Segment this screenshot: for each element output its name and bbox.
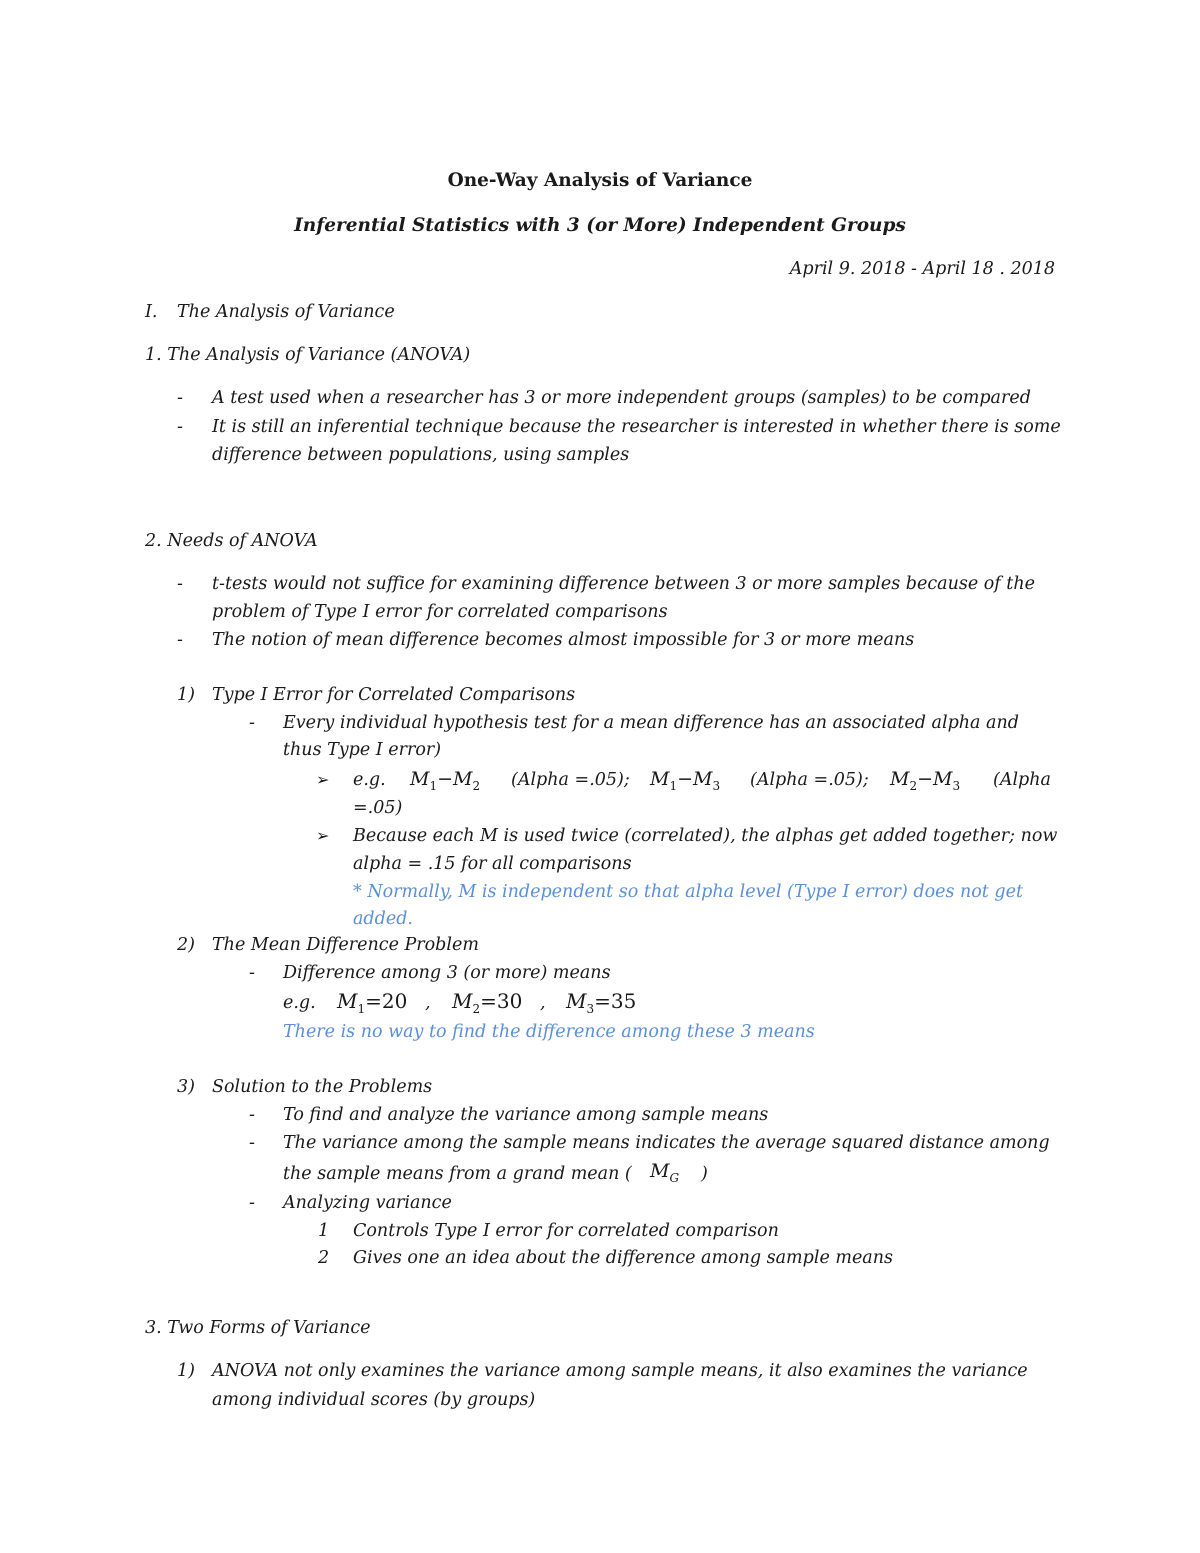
bullet-text: t-tests would not suffice for examining difference between 3 or more samples because of the bbox=[212, 574, 1035, 594]
symbol-m: M bbox=[453, 768, 473, 790]
bullet-dash: - bbox=[177, 388, 183, 408]
subsection-heading: 3. Two Forms of Variance bbox=[145, 1318, 371, 1338]
symbol-m: M bbox=[890, 768, 910, 790]
document-subtitle: Inferential Statistics with 3 (or More) Independent Groups bbox=[294, 215, 906, 236]
symbol-m: M bbox=[337, 989, 358, 1013]
list-number: 2) bbox=[177, 935, 195, 955]
sub-list-number: 2 bbox=[318, 1248, 330, 1268]
alpha-text-continued: =.05) bbox=[353, 798, 403, 818]
symbol-m: M bbox=[410, 768, 430, 790]
bullet-dash: - bbox=[249, 1105, 255, 1125]
subscript: 3 bbox=[586, 1002, 595, 1016]
document-date: April 9. 2018 - April 18 . 2018 bbox=[789, 259, 1055, 279]
sub-list-text: Controls Type I error for correlated comparison bbox=[353, 1221, 779, 1241]
minus-sign: − bbox=[917, 768, 934, 790]
bullet-text: A test used when a researcher has 3 or more independent groups (samples) to be compared bbox=[212, 388, 1031, 408]
sub-list-number: 1 bbox=[318, 1221, 330, 1241]
symbol-m: M bbox=[933, 768, 953, 790]
subscript: 2 bbox=[909, 778, 918, 793]
bullet-text-continued: thus Type I error) bbox=[283, 740, 442, 760]
symbol-m: M bbox=[452, 989, 473, 1013]
bullet-text-continued: alpha = .15 for all comparisons bbox=[353, 854, 632, 874]
example-prefix: e.g. bbox=[283, 993, 316, 1013]
list-heading: Solution to the Problems bbox=[212, 1077, 433, 1097]
subscript: 3 bbox=[712, 778, 721, 793]
section-heading: The Analysis of Variance bbox=[177, 302, 395, 322]
subscript: 1 bbox=[429, 778, 438, 793]
formula-m1-minus-m2 bbox=[410, 770, 480, 792]
subsection-heading: 1. The Analysis of Variance (ANOVA) bbox=[145, 345, 471, 365]
arrow-bullet-icon: ➢ bbox=[316, 770, 330, 789]
bullet-text-continued: the sample means from a grand mean ( bbox=[283, 1164, 632, 1184]
note-text: * Normally, M is independent so that alpha level (Type I error) does not get bbox=[353, 882, 1023, 902]
bullet-text: Every individual hypothesis test for a mean difference has an associated alpha and bbox=[283, 713, 1019, 733]
list-text-continued: among individual scores (by groups) bbox=[212, 1390, 536, 1410]
bullet-text: It is still an inferential technique because the researcher is interested in whether there is some bbox=[212, 417, 1061, 437]
formula-m1-minus-m3 bbox=[650, 770, 720, 792]
list-heading: Type I Error for Correlated Comparisons bbox=[212, 685, 576, 705]
bullet-text: Because each M is used twice (correlated), the alphas get added together; now bbox=[353, 826, 1058, 846]
symbol-m: M bbox=[650, 768, 670, 790]
bullet-dash: - bbox=[177, 417, 183, 437]
subscript: G bbox=[669, 1170, 680, 1185]
bullet-text: The notion of mean difference becomes almost impossible for 3 or more means bbox=[212, 630, 915, 650]
sub-list-text: Gives one an idea about the difference among sample means bbox=[353, 1248, 893, 1268]
bullet-text: The variance among the sample means indicates the average squared distance among bbox=[283, 1133, 1050, 1153]
formula-m2-minus-m3 bbox=[890, 770, 960, 792]
bullet-dash: - bbox=[249, 1133, 255, 1153]
subscript: 1 bbox=[669, 778, 678, 793]
comma: , bbox=[540, 993, 546, 1013]
symbol-m: M bbox=[650, 1160, 670, 1182]
symbol-m: M bbox=[693, 768, 713, 790]
bullet-dash: - bbox=[249, 1193, 255, 1213]
alpha-text: (Alpha bbox=[993, 770, 1051, 790]
section-roman-numeral: I. bbox=[145, 302, 158, 322]
formula-grand-mean bbox=[650, 1162, 679, 1184]
list-text: ANOVA not only examines the variance among sample means, it also examines the variance bbox=[212, 1361, 1028, 1381]
note-text: There is no way to find the difference among these 3 means bbox=[283, 1022, 815, 1042]
bullet-text: Analyzing variance bbox=[283, 1193, 452, 1213]
bullet-dash: - bbox=[177, 574, 183, 594]
minus-sign: − bbox=[677, 768, 694, 790]
symbol-m: M bbox=[566, 989, 587, 1013]
comma: , bbox=[425, 993, 431, 1013]
alpha-text: (Alpha =.05); bbox=[750, 770, 869, 790]
value: =30 bbox=[480, 989, 523, 1013]
closing-paren: ) bbox=[701, 1164, 708, 1184]
bullet-dash: - bbox=[249, 963, 255, 983]
bullet-dash: - bbox=[177, 630, 183, 650]
subsection-heading: 2. Needs of ANOVA bbox=[145, 531, 318, 551]
bullet-text: To find and analyze the variance among sample means bbox=[283, 1105, 769, 1125]
minus-sign: − bbox=[437, 768, 454, 790]
bullet-text: Difference among 3 (or more) means bbox=[283, 963, 611, 983]
value: =35 bbox=[594, 989, 637, 1013]
subscript: 2 bbox=[472, 1002, 481, 1016]
note-text-continued: added. bbox=[353, 909, 413, 929]
example-prefix: e.g. bbox=[353, 770, 386, 790]
subscript: 1 bbox=[357, 1002, 366, 1016]
document-title: One-Way Analysis of Variance bbox=[447, 170, 753, 191]
list-number: 1) bbox=[177, 685, 195, 705]
value: =20 bbox=[365, 989, 408, 1013]
list-heading: The Mean Difference Problem bbox=[212, 935, 479, 955]
formula-m3-value bbox=[566, 991, 636, 1015]
bullet-text-continued: problem of Type I error for correlated comparisons bbox=[212, 602, 668, 622]
list-number: 3) bbox=[177, 1077, 195, 1097]
bullet-text-continued: difference between populations, using samples bbox=[212, 445, 630, 465]
subscript: 3 bbox=[952, 778, 961, 793]
arrow-bullet-icon: ➢ bbox=[316, 826, 330, 845]
formula-m1-value bbox=[337, 991, 407, 1015]
formula-m2-value bbox=[452, 991, 522, 1015]
bullet-dash: - bbox=[249, 713, 255, 733]
list-number: 1) bbox=[177, 1361, 195, 1381]
alpha-text: (Alpha =.05); bbox=[511, 770, 630, 790]
subscript: 2 bbox=[472, 778, 481, 793]
